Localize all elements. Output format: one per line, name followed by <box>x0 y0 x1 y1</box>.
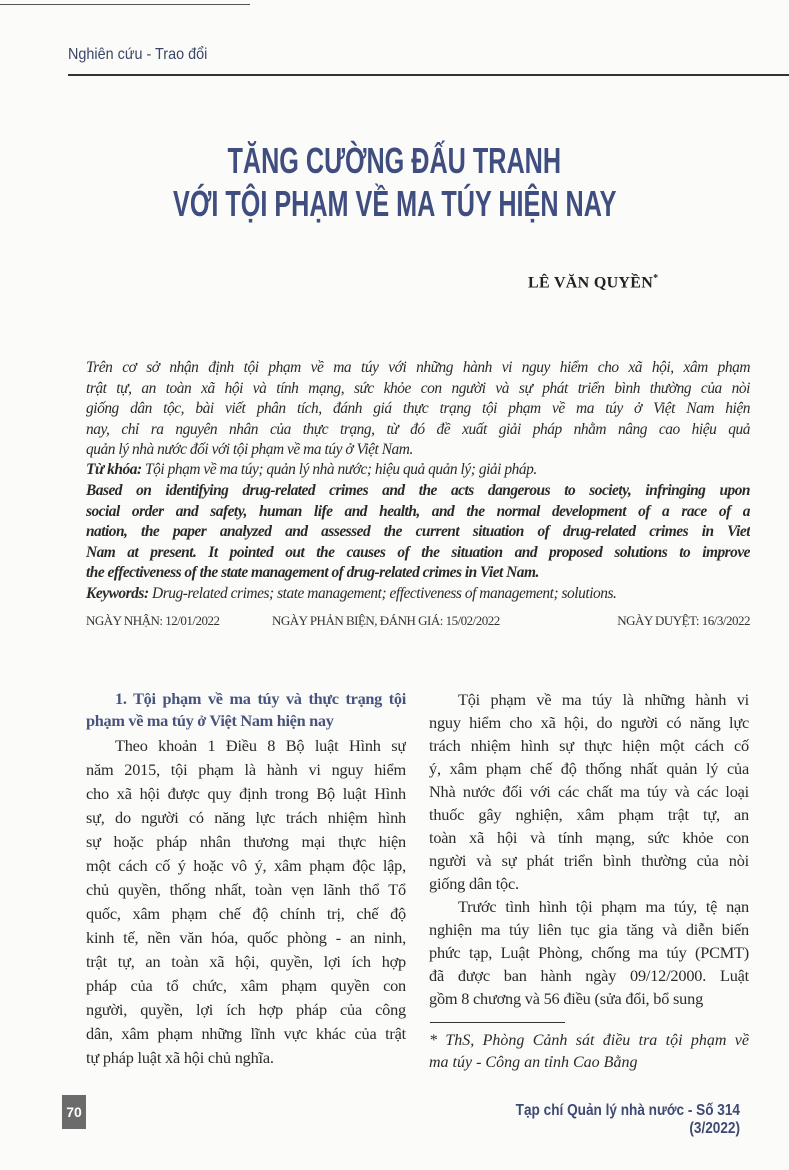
date-received: NGÀY NHẬN: 12/01/2022 <box>86 613 220 628</box>
text-line: ý, xâm phạm chế độ thống nhất quản lý của <box>429 759 749 778</box>
header-rule <box>68 74 789 76</box>
left-column-text <box>86 734 406 1070</box>
text-line: trách nhiệm hình sự thực hiện một cách cố <box>429 736 749 755</box>
text-line: Tội phạm về ma túy là những hành vi <box>458 690 749 709</box>
keywords-vietnamese: Từ khóa: Tội phạm về ma túy; quản lý nhà nước; hiệu quả quản lý; giải pháp. <box>86 461 537 478</box>
author-name: LÊ VĂN QUYỀN* <box>528 273 659 292</box>
text-line: tự pháp luật xã hội chủ nghĩa. <box>86 1048 274 1067</box>
section-1-heading <box>86 688 406 732</box>
text-line: chủ quyền, thống nhất, toàn vẹn lãnh thổ Tổ <box>86 880 406 899</box>
text-line: cho xã hội được quy định trong Bộ luật Hình <box>86 784 406 803</box>
text-line: pháp của tổ chức, xâm phạm quyền con <box>86 976 406 995</box>
text-line: Theo khoản 1 Điều 8 Bộ luật Hình sự <box>115 736 406 755</box>
text-line: Nhà nước đối với các chất ma túy và các loại <box>429 782 749 801</box>
text-line: trật tự, an toàn xã hội, quyền, lợi ích hợp <box>86 952 406 971</box>
text-line: năm 2015, tội phạm là hành vi nguy hiểm <box>86 760 406 779</box>
text-line: phức tạp, Luật Phòng, chống ma túy (PCMT) <box>429 943 749 962</box>
keywords-english: Keywords: Drug-related crimes; state management; effectiveness of management; solutions. <box>86 585 617 602</box>
text-line: người, quyền, lợi ích hợp pháp của công <box>86 1000 406 1019</box>
abstract-english <box>86 481 750 584</box>
footnote-rule <box>430 1022 565 1023</box>
text-line: Trước tình hình tội phạm ma túy, tệ nạn <box>458 897 749 916</box>
text-line: trật tự, an toàn xã hội và tính mạng, sức khỏe con người và sự phát triển bình thường của nòi <box>86 379 750 397</box>
right-column-text <box>429 688 749 1010</box>
text-line: quản lý nhà nước đối với tội phạm về ma túy ở Việt Nam. <box>86 441 413 458</box>
text-line: sự, do người có năng lực trách nhiệm hình <box>86 808 406 827</box>
text-line: nay, chỉ ra nguyên nhân của thực trạng, từ đó đề xuất giải pháp nhằm nâng cao hiệu quả <box>86 420 750 438</box>
date-reviewed: NGÀY PHẢN BIỆN, ĐÁNH GIÁ: 15/02/2022 <box>272 613 500 628</box>
text-line: người và sự phát triển bình thường của nòi <box>429 851 749 870</box>
text-line: * ThS, Phòng Cảnh sát điều tra tội phạm về <box>429 1032 749 1049</box>
text-line: đã được ban hành ngày 09/12/2000. Luật <box>429 966 749 985</box>
text-line: gồm 8 chương và 56 điều (sửa đổi, bổ sung <box>429 989 704 1008</box>
text-line: 1. Tội phạm về ma túy và thực trạng tội <box>115 689 406 708</box>
section-label: Nghiên cứu - Trao đổi <box>68 46 208 63</box>
text-line: Nam at present. It pointed out the causes of the situation and proposed solutions to improve <box>86 543 750 561</box>
text-line: nghiện ma túy liên tục gia tăng và diễn biến <box>429 920 749 939</box>
text-line: giống dân tộc, bài viết phân tích, đánh giá thực trạng tội phạm về ma túy ở Việt Nam hiện <box>86 400 750 417</box>
text-line: ma túy - Công an tỉnh Cao Bằng <box>429 1054 638 1071</box>
text-line: giống dân tộc. <box>429 874 519 893</box>
footnote <box>429 1030 749 1074</box>
page-number: 70 <box>62 1095 86 1129</box>
date-approved: NGÀY DUYỆT: 16/3/2022 <box>617 613 750 628</box>
text-line: toàn xã hội và tính mạng, sức khỏe con <box>429 828 749 847</box>
text-line: một cách cố ý hoặc vô ý, xâm phạm độc lập, <box>86 856 406 875</box>
text-line: Based on identifying drug-related crimes and the acts dangerous to society, infringing upon <box>86 482 750 499</box>
text-line: thuốc gây nghiện, xâm phạm trật tự, an <box>429 805 749 824</box>
text-line: nation, the paper analyzed and assessed the current situation of drug-related crimes in Viet <box>86 523 750 540</box>
article-title-line-2: VỚI TỘI PHẠM VỀ MA TÚY HIỆN NAY <box>172 183 617 224</box>
text-line: dân, xâm phạm những lĩnh vực khác của trật <box>86 1024 406 1043</box>
scan-edge-line <box>0 4 250 5</box>
text-line: sự hoặc pháp nhân thương mại thực hiện <box>86 832 406 851</box>
text-line: nguy hiểm cho xã hội, do người có năng lực <box>429 713 749 732</box>
article-title-line-1: TĂNG CƯỜNG ĐẤU TRANH <box>227 140 562 181</box>
abstract-vietnamese <box>86 358 750 461</box>
text-line: social order and safety, human life and health, and the normal development of a race of a <box>86 502 750 520</box>
journal-footer: Tạp chí Quản lý nhà nước - Số 314 (3/2022) <box>515 1102 740 1137</box>
text-line: phạm về ma túy ở Việt Nam hiện nay <box>86 711 334 730</box>
text-line: Trên cơ sở nhận định tội phạm về ma túy với những hành vi nguy hiểm cho xã hội, xâm phạm <box>86 359 750 376</box>
text-line: quốc, xâm phạm chế độ chính trị, chế độ <box>86 904 406 923</box>
text-line: the effectiveness of the state management of drug-related crimes in Viet Nam. <box>86 564 539 581</box>
text-line: kinh tế, nền văn hóa, quốc phòng - an ninh, <box>86 928 406 947</box>
